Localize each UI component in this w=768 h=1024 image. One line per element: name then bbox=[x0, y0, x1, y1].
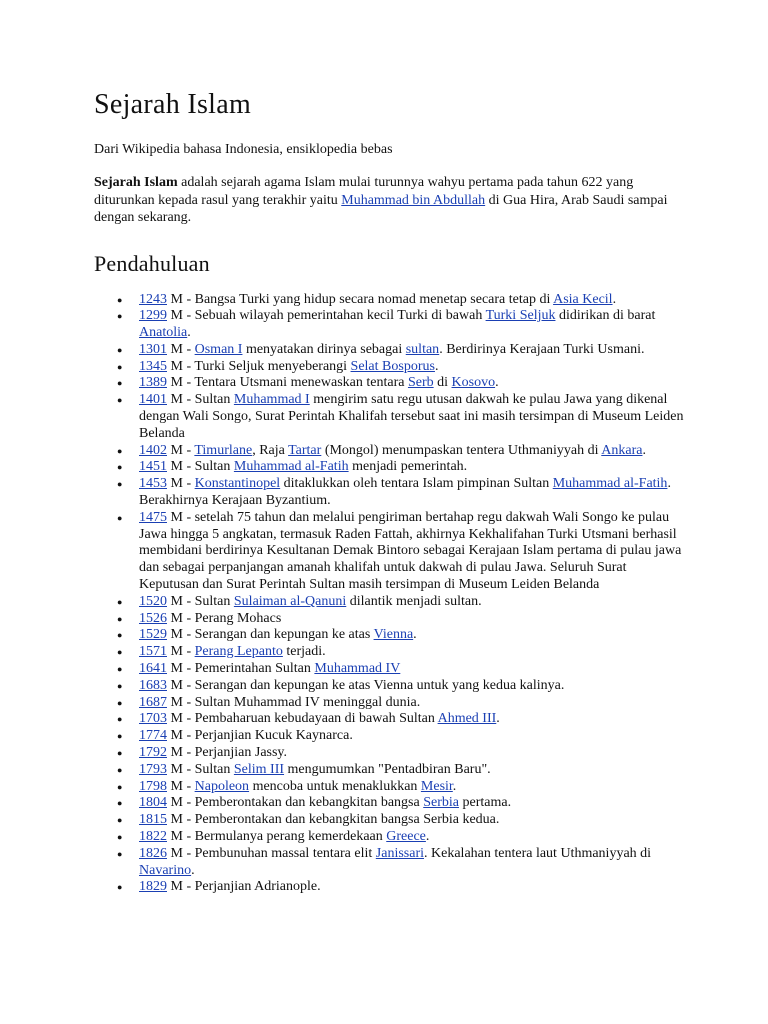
text-run: M - Sultan bbox=[167, 593, 234, 609]
timeline-item bbox=[94, 644, 684, 661]
timeline-item bbox=[94, 779, 684, 796]
timeline-item bbox=[94, 745, 684, 762]
timeline-item bbox=[94, 510, 684, 594]
bullet-icon: ● bbox=[117, 344, 123, 355]
text-run: terjadi. bbox=[282, 644, 326, 660]
link-muhammad-al-fatih[interactable]: Muhammad al-Fatih bbox=[233, 459, 349, 475]
link-1774[interactable]: 1774 bbox=[139, 728, 167, 744]
link-asia-kecil[interactable]: Asia Kecil bbox=[553, 291, 613, 307]
link-1243[interactable]: 1243 bbox=[139, 291, 167, 307]
text-run: . bbox=[187, 325, 191, 341]
link-1526[interactable]: 1526 bbox=[139, 610, 167, 626]
text-run: adalah sejarah agama Islam mulai turunnya wahyu pertama pada tahun 622 yang diturunkan kepada rasul yang terakhir yaitu bbox=[94, 175, 634, 208]
link-1804[interactable]: 1804 bbox=[139, 795, 167, 811]
text-run: . bbox=[191, 862, 195, 878]
link-1402[interactable]: 1402 bbox=[139, 442, 167, 458]
timeline-item bbox=[94, 661, 684, 678]
timeline-item bbox=[94, 308, 684, 342]
text-run: M - Sebuah wilayah pemerintahan kecil Turki di bawah bbox=[167, 308, 486, 324]
bullet-icon: ● bbox=[117, 378, 123, 389]
bullet-icon: ● bbox=[117, 764, 123, 775]
bullet-icon: ● bbox=[117, 462, 123, 473]
bullet-icon: ● bbox=[117, 882, 123, 893]
page-subtitle: Dari Wikipedia bahasa Indonesia, ensiklopedia bebas bbox=[94, 142, 393, 157]
timeline-item bbox=[94, 375, 684, 392]
link-selat-bosporus[interactable]: Selat Bosporus bbox=[350, 358, 435, 374]
link-sultan[interactable]: sultan bbox=[405, 341, 440, 357]
timeline-item bbox=[94, 795, 684, 812]
link-sulaiman-al-qanuni[interactable]: Sulaiman al-Qanuni bbox=[233, 593, 347, 609]
bullet-icon: ● bbox=[117, 664, 123, 675]
text-run: M - Sultan bbox=[167, 459, 234, 475]
text-run: menjadi pemerintah. bbox=[348, 459, 468, 475]
text-run: M - Tentara Utsmani menewaskan tentara bbox=[167, 375, 408, 391]
bullet-icon: ● bbox=[117, 395, 123, 406]
link-ahmed-iii[interactable]: Ahmed III bbox=[437, 711, 497, 727]
timeline-item bbox=[94, 762, 684, 779]
timeline-item bbox=[94, 728, 684, 745]
bullet-icon: ● bbox=[117, 697, 123, 708]
link-perang-lepanto[interactable]: Perang Lepanto bbox=[194, 644, 283, 660]
timeline-item bbox=[94, 392, 684, 442]
text-run: . bbox=[495, 375, 499, 391]
bullet-icon: ● bbox=[117, 848, 123, 859]
bullet-icon: ● bbox=[117, 781, 123, 792]
text-run: M - bbox=[167, 644, 195, 660]
intro-paragraph bbox=[94, 174, 684, 227]
text-run: . Kekalahan tentera laut Uthmaniyyah di bbox=[424, 845, 652, 861]
link-turki-seljuk[interactable]: Turki Seljuk bbox=[485, 308, 556, 324]
link-kosovo[interactable]: Kosovo bbox=[451, 375, 496, 391]
text-run: menyatakan dirinya sebagai bbox=[242, 341, 406, 357]
text-run: M - Sultan bbox=[167, 392, 234, 408]
timeline-item bbox=[94, 695, 684, 712]
link-navarino[interactable]: Navarino bbox=[139, 862, 192, 878]
link-1571[interactable]: 1571 bbox=[139, 644, 167, 660]
link-1798[interactable]: 1798 bbox=[139, 778, 167, 794]
text-run: M - Sultan Muhammad IV meninggal dunia. bbox=[167, 694, 421, 710]
link-1389[interactable]: 1389 bbox=[139, 375, 167, 391]
text-run: M - setelah 75 tahun dan melalui pengiriman bertahap regu dakwah Wali Songo ke pulau Jawa hingga 5 angkatan, termasuk Raden Fattah, akhirnya Kekhalifahan Turki Utsmani berhasil membidani berdirinya Kesultanan Demak Bintoro sebagai Kerajaan Islam pertama di pulau jawa dan sebagai perpanjangan amanah khalifah untuk dakwah di pulau Jawa. Seluruh Surat Keputusan dan Surat Perintah Sultan masih tersimpan di Museum Leiden Belanda bbox=[139, 509, 682, 593]
timeline-item bbox=[94, 879, 684, 896]
text-run: . bbox=[642, 442, 646, 458]
link-muhammad-bin-abdullah[interactable]: Muhammad bin Abdullah bbox=[341, 192, 486, 208]
link-serbia[interactable]: Serbia bbox=[423, 795, 459, 811]
link-1815[interactable]: 1815 bbox=[139, 812, 167, 828]
bullet-icon: ● bbox=[117, 680, 123, 691]
text-run: mengumumkan "Pentadbiran Baru". bbox=[284, 761, 491, 777]
bullet-icon: ● bbox=[117, 647, 123, 658]
link-timurlane[interactable]: Timurlane bbox=[194, 442, 253, 458]
link-1683[interactable]: 1683 bbox=[139, 677, 167, 693]
text-run: M - Pemerintahan Sultan bbox=[167, 661, 315, 677]
text-run: M - Serangan dan kepungan ke atas Vienna untuk yang kedua kalinya. bbox=[167, 677, 565, 693]
link-1687[interactable]: 1687 bbox=[139, 694, 167, 710]
text-run: di Gua Hira, Arab Saudi sampai dengan sekarang. bbox=[94, 192, 668, 225]
link-1453[interactable]: 1453 bbox=[139, 476, 167, 492]
link-1826[interactable]: 1826 bbox=[139, 845, 167, 861]
link-mesir[interactable]: Mesir bbox=[420, 778, 453, 794]
text-run: M - Pembaharuan kebudayaan di bawah Sultan bbox=[167, 711, 438, 727]
link-muhammad-i[interactable]: Muhammad I bbox=[233, 392, 310, 408]
link-1345[interactable]: 1345 bbox=[139, 358, 167, 374]
text-run: M - Bermulanya perang kemerdekaan bbox=[167, 829, 387, 844]
text-run: dilantik menjadi sultan. bbox=[346, 593, 482, 609]
text-run: didirikan di barat bbox=[555, 308, 656, 324]
text-run: , Raja bbox=[252, 442, 289, 458]
link-1792[interactable]: 1792 bbox=[139, 745, 167, 761]
text-run: M - Perjanjian Kucuk Kaynarca. bbox=[167, 728, 353, 744]
text-run: . Berakhirnya Kerajaan Byzantium. bbox=[139, 476, 671, 509]
link-1641[interactable]: 1641 bbox=[139, 661, 167, 677]
link-selim-iii[interactable]: Selim III bbox=[233, 761, 285, 777]
timeline-item bbox=[94, 459, 684, 476]
timeline-item bbox=[94, 611, 684, 628]
text-run: M - Pemberontakan dan kebangkitan bangsa Serbia kedua. bbox=[167, 812, 500, 828]
link-anatolia[interactable]: Anatolia bbox=[139, 325, 188, 341]
text-run: . bbox=[612, 291, 617, 307]
text-run: . bbox=[434, 358, 439, 374]
timeline-item bbox=[94, 627, 684, 644]
bullet-icon: ● bbox=[117, 311, 123, 322]
text-run: ditaklukkan oleh tentara Islam pimpinan Sultan bbox=[280, 476, 553, 492]
text-run: M - Perjanjian Adrianople. bbox=[167, 879, 321, 895]
text-run: M - Serangan dan kepungan ke atas bbox=[167, 627, 374, 643]
text-run: M - bbox=[167, 442, 195, 458]
text-run: pertama. bbox=[458, 795, 512, 811]
link-1299[interactable]: 1299 bbox=[139, 308, 167, 324]
text-run: mencoba untuk menaklukkan bbox=[249, 778, 421, 794]
timeline-item bbox=[94, 359, 684, 376]
bold-term: Sejarah Islam bbox=[94, 175, 178, 190]
link-konstantinopel[interactable]: Konstantinopel bbox=[194, 476, 281, 492]
link-1822[interactable]: 1822 bbox=[139, 829, 167, 844]
text-run: M - Perjanjian Jassy. bbox=[167, 745, 288, 761]
section-heading: Pendahuluan bbox=[94, 250, 210, 276]
timeline-item bbox=[94, 812, 684, 829]
text-run: M - Pembunuhan massal tentara elit bbox=[167, 845, 376, 861]
link-muhammad-iv[interactable]: Muhammad IV bbox=[314, 661, 401, 677]
timeline-item bbox=[94, 829, 684, 846]
bullet-icon: ● bbox=[117, 361, 123, 372]
link-ankara[interactable]: Ankara bbox=[601, 442, 643, 458]
link-greece[interactable]: Greece bbox=[386, 829, 426, 844]
link-osman-i[interactable]: Osman I bbox=[194, 341, 243, 357]
text-run: M - Perang Mohacs bbox=[167, 610, 282, 626]
text-run: M - Bangsa Turki yang hidup secara nomad menetap secara tetap di bbox=[167, 291, 554, 307]
link-1703[interactable]: 1703 bbox=[139, 711, 167, 727]
bullet-icon: ● bbox=[117, 815, 123, 826]
link-1529[interactable]: 1529 bbox=[139, 627, 167, 643]
text-run: M - Sultan bbox=[167, 761, 234, 777]
link-tartar[interactable]: Tartar bbox=[288, 442, 322, 458]
link-napoleon[interactable]: Napoleon bbox=[194, 778, 250, 794]
timeline-item bbox=[94, 443, 684, 460]
link-1793[interactable]: 1793 bbox=[139, 761, 167, 777]
bullet-icon: ● bbox=[117, 748, 123, 759]
timeline-item bbox=[94, 678, 684, 695]
text-run: . bbox=[496, 711, 500, 727]
timeline-list bbox=[94, 292, 684, 897]
text-run: (Mongol) menumpaskan tentera Uthmaniyyah di bbox=[321, 442, 602, 458]
link-1829[interactable]: 1829 bbox=[139, 879, 167, 895]
text-run: mengirim satu regu utusan dakwah ke pulau Jawa yang dikenal dengan Wali Songo, Surat Perintah Khalifah tersebut saat ini masih tersimpan di Museum Leiden Belanda bbox=[139, 392, 684, 441]
link-1301[interactable]: 1301 bbox=[139, 341, 167, 357]
bullet-icon: ● bbox=[117, 596, 123, 607]
timeline-item bbox=[94, 476, 684, 510]
bullet-icon: ● bbox=[117, 294, 123, 305]
timeline-item bbox=[94, 342, 684, 359]
page-title: Sejarah Islam bbox=[94, 89, 252, 120]
link-vienna[interactable]: Vienna bbox=[373, 627, 414, 643]
timeline-item bbox=[94, 292, 684, 309]
text-run: M - Turki Seljuk menyeberangi bbox=[167, 358, 351, 374]
link-muhammad-al-fatih[interactable]: Muhammad al-Fatih bbox=[552, 476, 668, 492]
link-1475[interactable]: 1475 bbox=[139, 509, 167, 525]
bullet-icon: ● bbox=[117, 798, 123, 809]
bullet-icon: ● bbox=[117, 479, 123, 490]
link-janissari[interactable]: Janissari bbox=[375, 845, 425, 861]
text-run: M - bbox=[167, 476, 195, 492]
bullet-icon: ● bbox=[117, 714, 123, 725]
link-1520[interactable]: 1520 bbox=[139, 593, 167, 609]
bullet-icon: ● bbox=[117, 630, 123, 641]
timeline-item bbox=[94, 846, 684, 880]
text-run: M - bbox=[167, 778, 195, 794]
bullet-icon: ● bbox=[117, 832, 123, 842]
text-run: . Berdirinya Kerajaan Turki Usmani. bbox=[439, 341, 645, 357]
bullet-icon: ● bbox=[117, 613, 123, 624]
bullet-icon: ● bbox=[117, 731, 123, 742]
link-1451[interactable]: 1451 bbox=[139, 459, 167, 475]
text-run: . bbox=[425, 829, 430, 844]
link-1401[interactable]: 1401 bbox=[139, 392, 167, 408]
link-serb[interactable]: Serb bbox=[407, 375, 434, 391]
bullet-icon: ● bbox=[117, 445, 123, 456]
text-run: M - bbox=[167, 341, 195, 357]
text-run: . bbox=[413, 627, 417, 643]
timeline-item bbox=[94, 711, 684, 728]
text-run: M - Pemberontakan dan kebangkitan bangsa bbox=[167, 795, 424, 811]
article bbox=[94, 88, 684, 896]
text-run: di bbox=[433, 375, 452, 391]
bullet-icon: ● bbox=[117, 512, 123, 523]
timeline-item bbox=[94, 594, 684, 611]
text-run: . bbox=[452, 778, 457, 794]
